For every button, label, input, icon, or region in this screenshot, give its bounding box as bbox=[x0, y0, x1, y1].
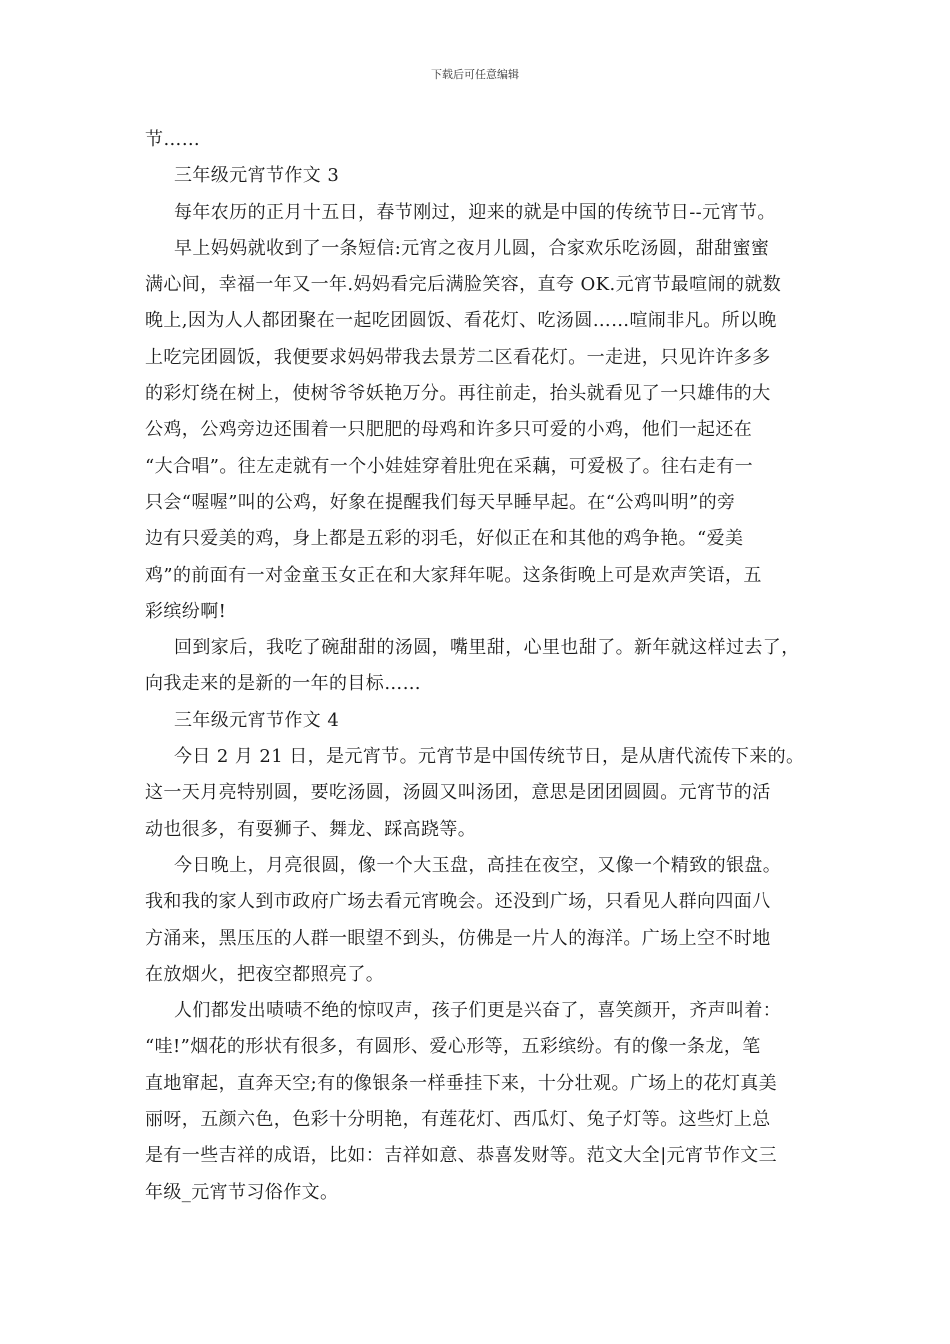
text-line: “大合唱”。往左走就有一个小娃娃穿着肚兜在采藕，可爱极了。往右走有一 bbox=[145, 455, 754, 477]
text-line: 这一天月亮特别圆，要吃汤圆，汤圆又叫汤团，意思是团团圆圆。元宵节的活 bbox=[145, 782, 771, 804]
text-line: 的彩灯绕在树上，使树爷爷妖艳万分。再往前走，抬头就看见了一只雄伟的大 bbox=[145, 383, 771, 405]
page-header: 下载后可任意编辑 bbox=[431, 68, 519, 81]
text-line: 只会“喔喔”叫的公鸡，好象在提醒我们每天早睡早起。在“公鸡叫明”的旁 bbox=[145, 491, 736, 513]
text-line: 在放烟火，把夜空都照亮了。 bbox=[145, 963, 385, 985]
text-line: 回到家后，我吃了碗甜甜的汤圆，嘴里甜，心里也甜了。新年就这样过去了， bbox=[174, 637, 800, 659]
document-body bbox=[145, 122, 815, 1211]
text-line: 三年级元宵节作文 3 bbox=[174, 165, 340, 187]
text-line: 三年级元宵节作文 4 bbox=[174, 709, 340, 731]
text-line: 边有只爱美的鸡，身上都是五彩的羽毛，好似正在和其他的鸡争艳。“爱美 bbox=[145, 528, 744, 550]
text-line: 年级_元宵节习俗作文。 bbox=[145, 1181, 339, 1203]
text-line: 人们都发出啧啧不绝的惊叹声，孩子们更是兴奋了，喜笑颜开，齐声叫着： bbox=[174, 1000, 782, 1022]
text-line: 满心间，幸福一年又一年.妈妈看完后满脸笑容，直夸 OK.元宵节最喧闹的就数 bbox=[145, 274, 782, 296]
text-line: 今日 2 月 21 日，是元宵节。元宵节是中国传统节日，是从唐代流传下来的。 bbox=[174, 746, 805, 768]
text-line: 丽呀，五颜六色，色彩十分明艳，有莲花灯、西瓜灯、兔子灯等。这些灯上总 bbox=[145, 1109, 771, 1131]
text-line: 每年农历的正月十五日，春节刚过，迎来的就是中国的传统节日--元宵节。 bbox=[174, 201, 776, 223]
text-line: 早上妈妈就收到了一条短信:元宵之夜月儿圆，合家欢乐吃汤圆，甜甜蜜蜜 bbox=[174, 237, 770, 259]
text-line: 彩缤纷啊! bbox=[145, 600, 227, 622]
text-line: 上吃完团圆饭，我便要求妈妈带我去景芳二区看花灯。一走进，只见许许多多 bbox=[145, 346, 771, 368]
text-line: 公鸡，公鸡旁边还围着一只肥肥的母鸡和许多只可爱的小鸡，他们一起还在 bbox=[145, 419, 753, 441]
text-line: 是有一些吉祥的成语，比如：吉祥如意、恭喜发财等。范文大全|元宵节作文三 bbox=[145, 1145, 778, 1167]
text-line: 动也很多，有耍狮子、舞龙、踩高跷等。 bbox=[145, 818, 477, 840]
text-line: 我和我的家人到市政府广场去看元宵晚会。还没到广场，只看见人群向四面八 bbox=[145, 891, 771, 913]
text-line: 晚上,因为人人都团聚在一起吃团圆饭、看花灯、吃汤圆……喧闹非凡。所以晚 bbox=[145, 310, 777, 332]
text-line: 直地窜起，直奔天空;有的像银条一样垂挂下来，十分壮观。广场上的花灯真美 bbox=[145, 1072, 778, 1094]
text-line: 节…… bbox=[145, 129, 201, 150]
text-line: “哇!”烟花的形状有很多，有圆形、爱心形等，五彩缤纷。有的像一条龙，笔 bbox=[145, 1036, 761, 1058]
text-line: 向我走来的是新的一年的目标…… bbox=[145, 673, 421, 695]
text-line: 今日晚上，月亮很圆，像一个大玉盘，高挂在夜空，又像一个精致的银盘。 bbox=[174, 854, 782, 876]
text-line: 鸡”的前面有一对金童玉女正在和大家拜年呢。这条街晚上可是欢声笑语，五 bbox=[145, 564, 762, 586]
text-line: 方涌来，黑压压的人群一眼望不到头，仿佛是一片人的海洋。广场上空不时地 bbox=[145, 927, 771, 949]
